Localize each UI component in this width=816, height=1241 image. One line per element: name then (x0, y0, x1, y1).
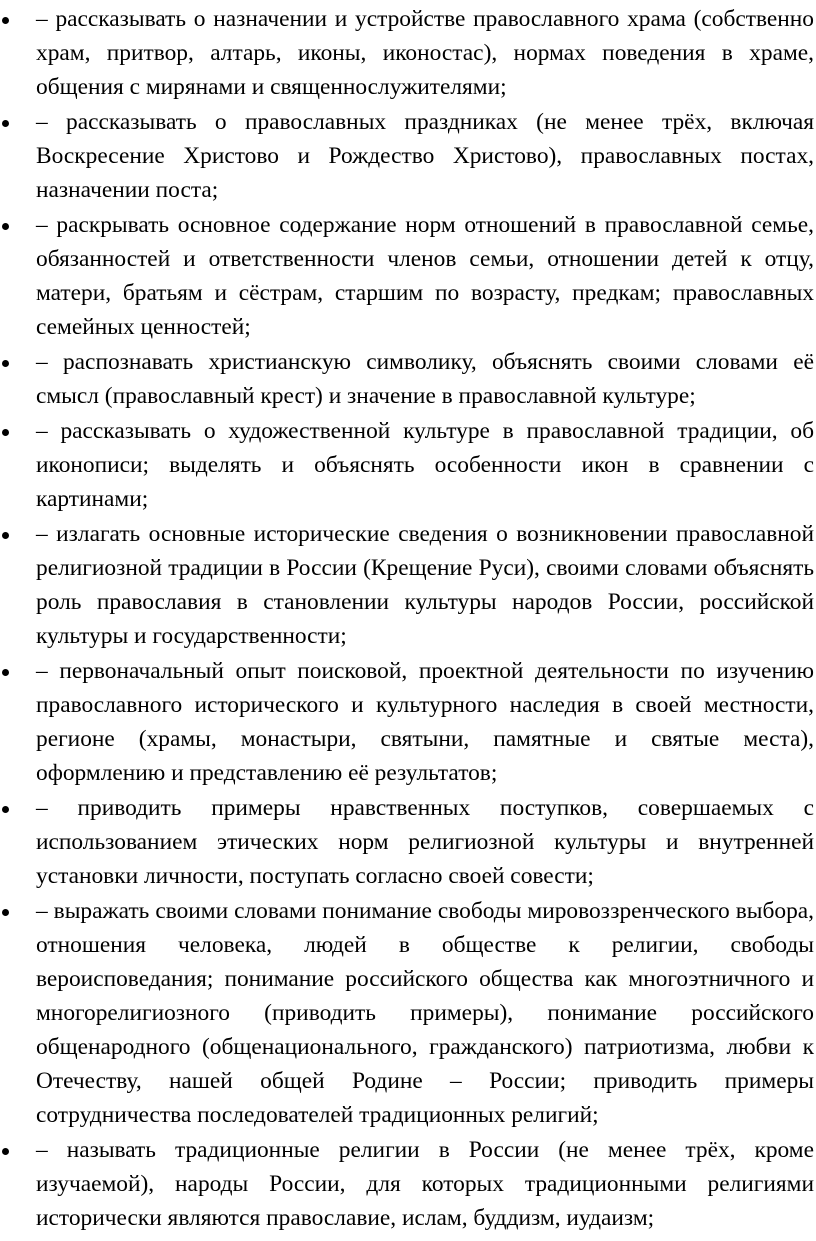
list-item (36, 2, 814, 104)
list-item-text: – рассказывать о православных праздниках (не менее трёх, включая Воскресение Христово и Рождество Христово), православных постах, назначении поста; (36, 109, 814, 203)
bullet-icon (2, 360, 9, 367)
bullet-icon (2, 120, 9, 127)
bullet-icon (2, 806, 9, 813)
bullet-icon (2, 17, 9, 24)
list-item-text: – называть традиционные религии в России (не менее трёх, кроме изучаемой), народы России, для которых традиционными религиями исторически являются православие, ислам, буддизм, иудаизм; (36, 1137, 814, 1231)
list-item-text: – первоначальный опыт поисковой, проектной деятельности по изучению православного исторического и культурного наследия в своей местности, регионе (храмы, монастыри, святыни, памятные и святые места), оформлению и представлению её результатов; (36, 658, 814, 786)
list-item-text: – рассказывать о художественной культуре в православной традиции, об иконописи; выделять и объяснять особенности икон в сравнении с картинами; (36, 418, 814, 512)
list-item (36, 345, 814, 413)
list-item (36, 208, 814, 344)
list-item-text: – излагать основные исторические сведения о возникновении православной религиозной традиции в России (Крещение Руси), своими словами объяснять роль православия в становлении культуры народов России, российской культуры и государственности; (36, 521, 814, 649)
bullet-icon (2, 669, 9, 676)
bullet-icon (2, 223, 9, 230)
bullet-icon (2, 429, 9, 436)
list-item-text: – выражать своими словами понимание свободы мировоззренческого выбора, отношения человека, людей в обществе к религии, свободы вероисповедания; понимание российского общества как многоэтничного и многорелигиозного (приводить примеры), понимание российского общенародного (общенационального, гражданского) патриотизма, любви к Отечеству, нашей общей Родине – России; приводить примеры сотрудничества последователей традиционных религий; (36, 898, 814, 1128)
list-item (36, 105, 814, 207)
list-item-text: – раскрывать основное содержание норм отношений в православной семье, обязанностей и ответственности членов семьи, отношении детей к отцу, матери, братьям и сёстрам, старшим по возрасту, предкам; православных семейных ценностей; (36, 212, 814, 340)
list-item-text: – рассказывать о назначении и устройстве православного храма (собственно храм, притвор, алтарь, иконы, иконостас), нормах поведения в храме, общения с мирянами и священнослужителями; (36, 6, 814, 100)
bullet-list (36, 2, 814, 1236)
list-item (36, 517, 814, 653)
list-item (36, 654, 814, 790)
list-item (36, 791, 814, 893)
bullet-icon (2, 532, 9, 539)
list-item (36, 894, 814, 1132)
list-item-text: – распознавать христианскую символику, объяснять своими словами её смысл (православный крест) и значение в православной культуре; (36, 349, 814, 409)
list-item (36, 1133, 814, 1235)
list-item-text: – приводить примеры нравственных поступков, совершаемых с использованием этических норм религиозной культуры и внутренней установки личности, поступать согласно своей совести; (36, 795, 814, 889)
bullet-icon (2, 1148, 9, 1155)
bullet-icon (2, 909, 9, 916)
list-item (36, 414, 814, 516)
